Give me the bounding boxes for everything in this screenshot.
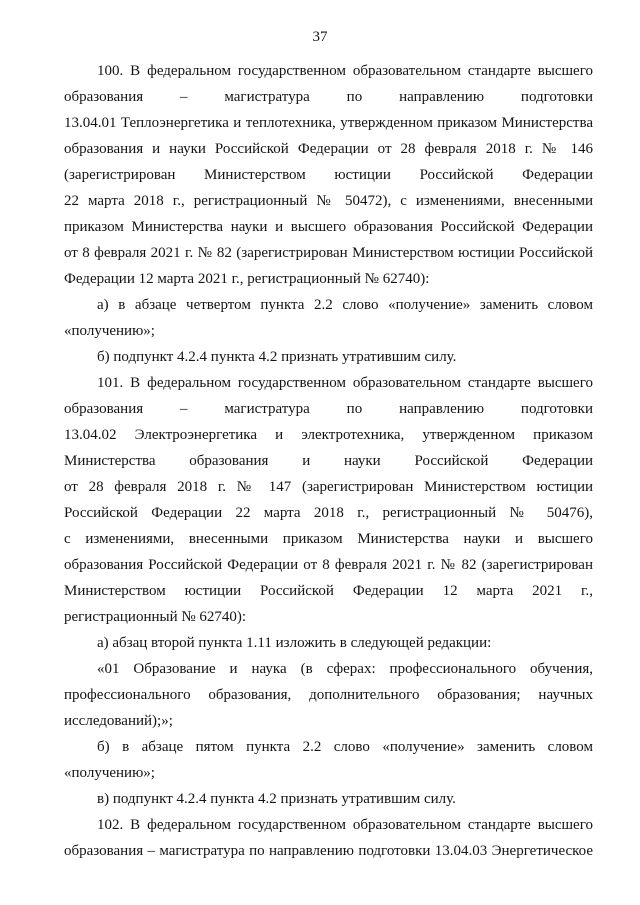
paragraph-line: б) подпункт 4.2.4 пункта 4.2 признать утратившим силу. xyxy=(97,349,457,365)
paragraph-line: образования – магистратура по направлению подготовки 13.04.03 Энергетическое xyxy=(64,843,593,859)
page-number: 37 xyxy=(312,29,328,45)
paragraph-line: «получению»; xyxy=(64,323,155,339)
paragraph-line: Министерством юстиции Российской Федерации 12 марта 2021 г., xyxy=(64,583,593,599)
paragraph-line: «01 Образование и наука (в сферах: профессионального обучения, xyxy=(97,661,593,677)
paragraph-line: от 28 февраля 2018 г. № 147 (зарегистрирован Министерством юстиции xyxy=(64,479,593,495)
paragraph-line: Российской Федерации 22 марта 2018 г., регистрационный № 50476), xyxy=(64,505,593,521)
paragraph-line: 13.04.02 Электроэнергетика и электротехника, утвержденном приказом xyxy=(64,427,593,443)
paragraph-line: регистрационный № 62740): xyxy=(64,609,247,625)
paragraph-line: в) подпункт 4.2.4 пункта 4.2 признать утратившим силу. xyxy=(97,791,456,807)
paragraph-line: 101. В федеральном государственном образовательном стандарте высшего xyxy=(97,375,593,391)
paragraph-line: образования Российской Федерации от 8 февраля 2021 г. № 82 (зарегистрирован xyxy=(64,557,593,573)
paragraph-line: (зарегистрирован Министерством юстиции Российской Федерации xyxy=(64,167,593,183)
paragraph-line: исследований);»; xyxy=(64,713,173,729)
paragraph-line: «получению»; xyxy=(64,765,155,781)
paragraph-line: образования – магистратура по направлению подготовки xyxy=(64,401,593,417)
paragraph-line: 100. В федеральном государственном образовательном стандарте высшего xyxy=(97,63,593,79)
paragraph-line: 22 марта 2018 г., регистрационный № 50472), с изменениями, внесенными xyxy=(64,193,593,209)
paragraph-line: а) в абзаце четвертом пункта 2.2 слово «получение» заменить словом xyxy=(97,297,593,313)
paragraph-line: а) абзац второй пункта 1.11 изложить в следующей редакции: xyxy=(97,635,492,651)
paragraph-line: образования – магистратура по направлению подготовки xyxy=(64,89,593,105)
paragraph-line: с изменениями, внесенными приказом Министерства науки и высшего xyxy=(64,531,593,547)
paragraph-line: Министерства образования и науки Российской Федерации xyxy=(64,453,593,469)
paragraph-line: от 8 февраля 2021 г. № 82 (зарегистрирован Министерством юстиции Российской xyxy=(64,245,593,261)
paragraph-line: приказом Министерства науки и высшего образования Российской Федерации xyxy=(64,219,593,235)
paragraph-line: 13.04.01 Теплоэнергетика и теплотехника, утвержденном приказом Министерства xyxy=(64,115,593,131)
paragraph-line: Федерации 12 марта 2021 г., регистрационный № 62740): xyxy=(64,271,430,287)
paragraph-line: образования и науки Российской Федерации от 28 февраля 2018 г. № 146 xyxy=(64,141,593,157)
paragraph-line: 102. В федеральном государственном образовательном стандарте высшего xyxy=(97,817,593,833)
paragraph-line: профессионального образования, дополнительного образования; научных xyxy=(64,687,593,703)
paragraph-line: б) в абзаце пятом пункта 2.2 слово «получение» заменить словом xyxy=(97,739,593,755)
